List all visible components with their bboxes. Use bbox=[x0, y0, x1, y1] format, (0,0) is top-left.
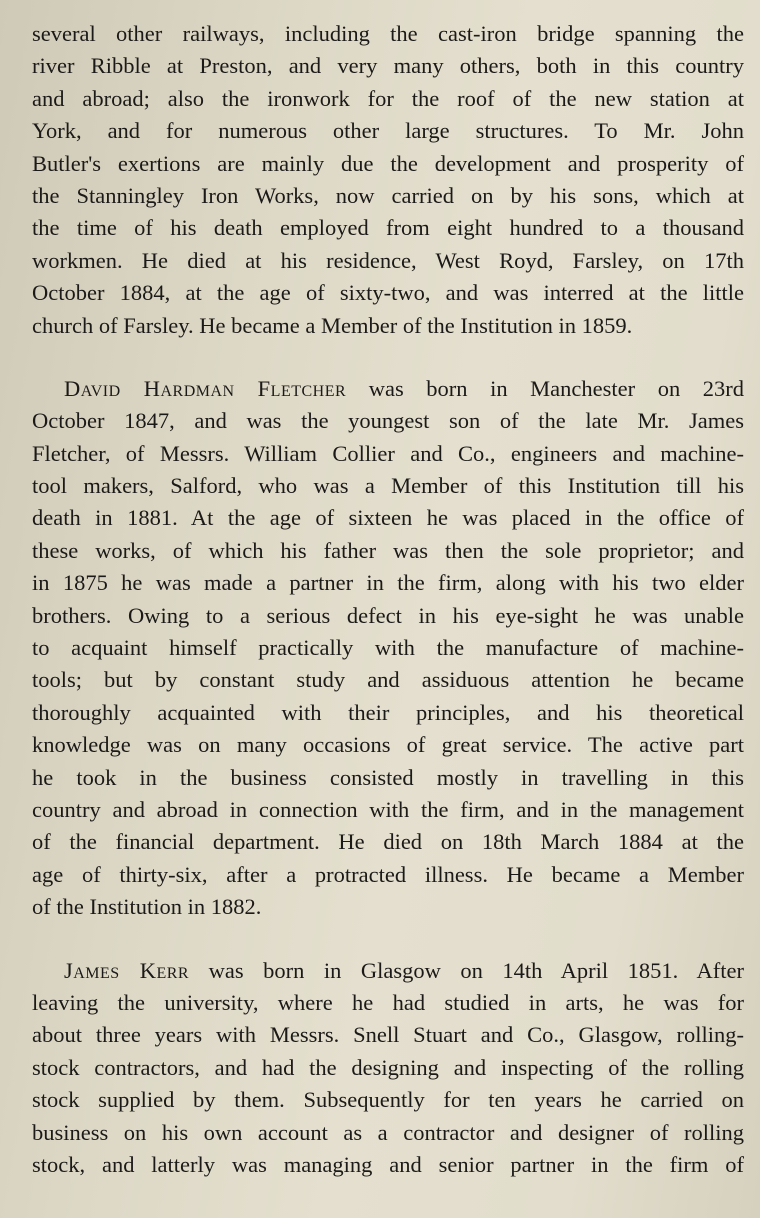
text-line: several other railways, including the cast-iron bridge spanning the bbox=[32, 21, 744, 46]
text-line: stock supplied by them. Subsequently for ten years he carried on bbox=[32, 1087, 744, 1113]
text-line: thoroughly acquainted with their principles, and his theoretical bbox=[32, 699, 744, 725]
paragraph-butler-continuation bbox=[32, 18, 744, 342]
text-line: of the Institution in 1882. bbox=[32, 894, 262, 920]
text-run: was born in Manchester on 23rd bbox=[346, 375, 744, 401]
text-line: and abroad; also the ironwork for the roof of the new station at bbox=[32, 85, 744, 111]
text-line: to acquaint himself practically with the manufacture of machine- bbox=[32, 635, 744, 661]
paragraph-kerr bbox=[32, 955, 744, 1182]
text-line-first bbox=[32, 955, 744, 987]
text-line: tool makers, Salford, who was a Member of this Institution till his bbox=[32, 473, 744, 499]
text-run: was born in Glasgow on 14th April 1851. After bbox=[189, 957, 744, 983]
text-line: Butler's exertions are mainly due the development and prosperity of bbox=[32, 150, 744, 176]
text-line: knowledge was on many occasions of great service. The active part bbox=[32, 732, 744, 758]
text-line: in 1875 he was made a partner in the firm, along with his two elder bbox=[32, 570, 744, 596]
text-line: Fletcher, of Messrs. William Collier and Co., engineers and machine- bbox=[32, 440, 744, 466]
paragraph-gap bbox=[32, 342, 744, 373]
memoir-name: James Kerr bbox=[64, 957, 190, 983]
text-line: the time of his death employed from eight hundred to a thousand bbox=[32, 215, 744, 241]
text-line: October 1847, and was the youngest son of the late Mr. James bbox=[32, 408, 744, 434]
text-line: church of Farsley. He became a Member of the Institution in 1859. bbox=[32, 312, 633, 338]
text-line: river Ribble at Preston, and very many others, both in this country bbox=[32, 53, 744, 79]
text-line: of the financial department. He died on 18th March 1884 at the bbox=[32, 829, 744, 855]
paragraph-gap bbox=[32, 924, 744, 955]
text-line: leaving the university, where he had studied in arts, he was for bbox=[32, 989, 744, 1015]
text-line: death in 1881. At the age of sixteen he was placed in the office of bbox=[32, 505, 744, 531]
text-line: stock, and latterly was managing and senior partner in the firm of bbox=[32, 1151, 744, 1177]
text-line: about three years with Messrs. Snell Stuart and Co., Glasgow, rolling- bbox=[32, 1022, 744, 1048]
text-line: stock contractors, and had the designing and inspecting of the rolling bbox=[32, 1054, 744, 1080]
text-line: age of thirty-six, after a protracted illness. He became a Member bbox=[32, 861, 744, 887]
paragraph-fletcher bbox=[32, 373, 744, 924]
text-line: country and abroad in connection with the firm, and in the management bbox=[32, 796, 744, 822]
text-line: brothers. Owing to a serious defect in his eye-sight he was unable bbox=[32, 602, 744, 628]
text-line: York, and for numerous other large structures. To Mr. John bbox=[32, 118, 744, 144]
text-line: these works, of which his father was then the sole proprietor; and bbox=[32, 537, 744, 563]
text-line-first bbox=[32, 373, 744, 405]
text-line: the Stanningley Iron Works, now carried on by his sons, which at bbox=[32, 182, 744, 208]
text-line: October 1884, at the age of sixty-two, and was interred at the little bbox=[32, 280, 744, 306]
text-line: workmen. He died at his residence, West Royd, Farsley, on 17th bbox=[32, 247, 744, 273]
text-line: he took in the business consisted mostly in travelling in this bbox=[32, 764, 744, 790]
text-line: business on his own account as a contractor and designer of rolling bbox=[32, 1119, 744, 1145]
text-line: tools; but by constant study and assiduous attention he became bbox=[32, 667, 744, 693]
memoir-name: David Hardman Fletcher bbox=[64, 375, 347, 401]
